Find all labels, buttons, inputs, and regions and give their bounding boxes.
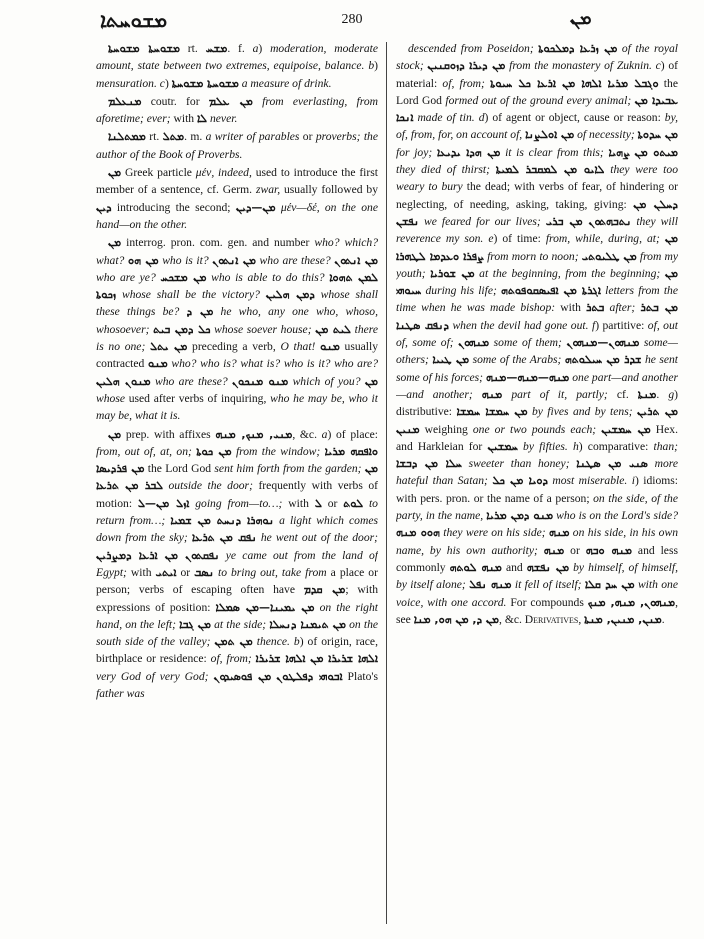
header-right-word: ܡܢ [570, 8, 592, 29]
dictionary-entry: descended from Poseidon; ܡܢ ܙܪܥܐ ܕܡܠܟܘܬܐ of the royal stock; ܡܢ ܕܝܪܐ ܕܙܘܩܢܝܢ from the monastery of Zuknin. c) of material: of, from; ܘܓܒܠ ܡܪܝܐ ܐܠܗܐ ܡܢ ܐܪܥܐ ܟܠ ܚܝܘܬܐ the Lord God formed out of the ground every animal; ܥܒܝܕܐ ܡܢ ܐܢܟܐ made of tin. d) of agent or object, cause or reason: by, of, from, for, on account of, ܡܢ ܐܘܠܨܢܐ of necessity; ܡܢ ܚܕܘܬܐ for joy; ܡܢ ܗܕܐ ܝܕܝܥܐ it is clear from this; ܡܝܬܘ ܡܢ ܨܗܝܐ they died of thirst; ܠܐܝܘ ܡܢ ܠܡܩܒܪ ܠܡܝܬܐ they were too weary to bury the dead; with verbs of fear, of hindering or neglecting, of needing, asking, taking, giving: ܕܚܠܢ ܡܢ ܢܦܫܢ we feared for our lives; ܢܬܒܗܬܘܢ ܡܢ ܒܪܝ they will reverence my son. e) of time: from, while, during, at; ܡܢ ܨܦܪܐ ܘܥܕܡܐ ܠܛܗܪܐ from morn to noon; ܡܢ ܛܠܝܘܬܝ from my youth; ܡܢ ܫܘܪܝܐ at the beginning, from the beginning; ܡܢ ܚܝܘܗܝ during his life; ܐܓܪܬܐ ܡܢ ܐܦܝܣܩܘܦܘܬܗ letters from the time when he was made bishop: with ܒܬܪ after; ܡܢ ܒܬܪ ܕܢܦܩ ܣܛܢܐ when the devil had gone out. f) partitive: of, out of, some of; ܡܢܗܘܢ some of them; ܡܢܗܘܢ—ܡܢܗܘܢ some—others; ܡܢ ܛܝܝܐ some of the Arabs; ܫܕܪ ܡܢ ܚܝܠܘܬܗ he sent some of his forces; ܡܢܗ—ܡܢܗ—ܡܢܗ one part—and another—and another; ܡܢܗ part of it, partly; cf. ܡܢܬܐ. g) distributive: ܡܢ ܚܡܫܐ ܚܡܫܐ by fives and by tens; ܡܢ ܬܪܝܢ ܡܢܝܢ weighing one or two pounds each; ܡܢ ܚܡܫܝܢ Hex. and Harkleian for ܚܡܫܝܢ by fifties. h) comparative: than; ܚܠܐ ܡܢ ܕܒܫܐ sweeter than honey; ܣܢܝ ܡܢ ܣܛܢܐ more hateful than Satan; ܕܘܝܐ ܡܢ ܟܠ most miserable. i) idioms: with pers. pron. or the name of a person; on the side, of the party, in the name, ܡܢܘ ܕܡܢ ܡܪܝܐ who is on the Lord's side? ܗܘܘ ܡܢܗ they were on his side; ܡܢܗ on his side, in his own name, by his own authority; ܡܢܗ or ܡܢܗ ܘܒܗ and less commonly ܡܢܗ ܠܘܬܗ and ܡܢ ܢܦܫܗ by himself, of himself, by itself alone; ܡܢܗ ܢܦܠ it fell of itself; ܡܢ ܚܕ ܩܠܐ with one voice, with one accord. For compounds ܡܢܗܘܢ, ܡܢܗ, ܡܢܟ, see ܡܢ ܕ, ܡܢ ܗܘ, ܡܢܐ, &c. Derivatives, ܡܢܢ, ܡܢܝܢ, ܡܢܬܐ. [396, 42, 678, 626]
dictionary-entry: ܡܢ Greek particle μέν, indeed, used to introduce the first member of a sentence, cf. Germ. zwar, usually followed by ܕܝܢ introducing the second; ܡܢ—ܕܝܢ μέν—δέ, on the one hand—on the other. [96, 166, 378, 231]
column-divider [386, 42, 387, 924]
dictionary-entry: ܡܡܬܠܢܐ rt. ܡܬܠ. m. a writer of parables or proverbs; the author of the Book of Proverbs. [96, 130, 378, 161]
dictionary-entry: ܡܢܥܠܡ coutr. for ܡܢ ܥܠܡ from everlasting, from aforetime; ever; with ܠܐ never. [96, 94, 378, 126]
page-header [0, 0, 704, 36]
dictionary-entry: ܡܢ interrog. pron. com. gen. and number who? which? what? ܡܢ ܗܘ who is it? ܡܢ ܐܢܬܘܢ who are these? ܡܢ ܐܢܬܘܢ who are ye? ܡܢ ܡܫܟܚ who is able to do this? ܠܡܢ ܬܗܘܐ ܙܟܘܬܐ whose shall be the victory? ܕܡܢ ܗܠܝܢ whose shall these things be? ܡܢ ܕ he who, any one who, whoso, whosoever; ܟܠ ܕܡܢ ܒܝܬ whose soever house; ܠܝܬ ܡܢ there is no one; ܡܢ ܝܬܠ preceding a verb, O that! ܡܢܘ usually contracted ܡܢܘ who? who is? what is? who is it? who are? ܡܢܘܢ ܗܠܝܢ who are these? ܡܢܘ ܡܢܟܘܢ which of you? ܡܢ whose used after verbs of inquiring, who he may be, who it may be, what it is. [96, 236, 378, 423]
dictionary-entry: ܡܢ prep. with affixes ܡܢܝ, ܡܢܟ, ܡܢܗ, &c. a) of place: from, out of, at, on; ܡܢ ܟܘܬܐ from the window; ܘܐܦܩܗ ܡܪܝܐ ܡܢ ܦܪܕܝܣܐ the Lord God sent him forth from the garden; ܡܢ ܠܒܪ ܡܢ ܬܪܥܐ outside the door; frequently with verbs of motion: ܐܙܠ ܡܢ—ܠ going from—to…; with ܠ or ܠܘܬ to return from…; ܢܘܗܪܐ ܕܢܚܬ ܡܢ ܫܡܝܐ a light which comes down from the sky; ܢܦܩ ܡܢ ܬܪܥܐ he went out of the door; ܢܦܩܬܘܢ ܡܢ ܐܪܥܐ ܕܡܨܪܝܢ ye came out from the land of Egypt; with ܐܝܬܝ or ܢܣܒ to bring out, take from a place or person; verbs of escaping often have ܡܢ ܩܕܡ; with expressions of position: ܡܢ ܝܡܝܢܐ—ܡܢ ܣܡܠܐ on the right hand, on the left; ܡܢ ܓܒܐ at the side; ܡܢ ܬܝܡܢܐ ܕܢܚܠܐ on the south side of the valley; ܡܢ ܬܡܢ thence. b) of origin, race, birthplace or residence: of, from; ܐܠܗܐ ܫܪܝܪܐ ܡܢ ܐܠܗܐ ܫܪܝܪܐ very God of very God; ܐܒܘܗܝ ܕܦܠܛܘܢ ܡܢ ܦܘܣܝܕܘܢ Plato's father was [96, 427, 378, 700]
header-left-word: ܡܫܘܚܬܐ [100, 8, 168, 32]
page-number: 280 [341, 12, 363, 27]
left-column [96, 40, 378, 930]
dictionary-entry: ܡܫܘܚܬܐ ܡܫܘܚܬܐ rt. ܡܫܚ. f. a) moderation, moderate amount, state between two extremes, equipoise, balance. b) mensuration. c) ܡܫܘܚܬܐ ܡܫܘܚܬܐ a measure of drink. [96, 42, 378, 90]
right-column [396, 40, 678, 930]
